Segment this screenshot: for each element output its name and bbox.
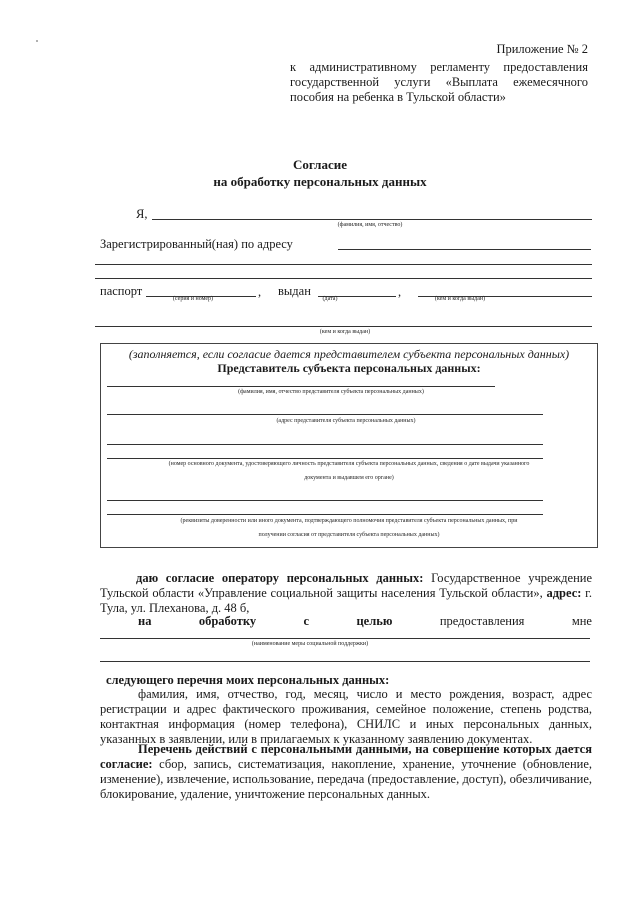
operator-paragraph [100,571,592,616]
fio-line[interactable] [152,219,592,220]
issuer-full-line[interactable] [95,326,592,327]
rep-authority-line-2[interactable] [107,514,543,515]
rep-authority-caption-1: (реквизиты доверенности или иного документа, подтверждающего полномочия представителя субъекта персональных данных, при [180,518,518,524]
address-line-1[interactable] [338,249,591,250]
representative-box [100,343,598,548]
purpose-word-1: на [138,614,152,628]
rep-address-caption: (адрес представителя субъекта персональных данных) [276,418,416,424]
document-subtitle: на обработку персональных данных [213,174,427,189]
personal-data-list: фамилия, имя, отчество, год, месяц, число и место рождения, возраст, адрес регистрации и адрес фактического проживания, семейное положение, степень родства, контактная информация (номер телефона), СНИЛС и иных персональных данных, указанных в заявлении, или в прилагаемых к указанному заявлению документах. [100,687,592,746]
rep-document-line-2[interactable] [107,458,543,459]
purpose-word-6: мне [571,614,592,628]
operator-bold: даю согласие оператору персональных данных: [136,571,424,585]
rep-fio-caption: (фамилия, имя, отчество представителя субъекта персональных данных) [238,389,424,395]
purpose-line [100,614,592,629]
comma-2: , [398,285,402,299]
actions-paragraph [100,742,592,802]
issued-label: выдан [278,284,311,298]
issuer-caption: (кем и когда выдан) [434,296,486,302]
address-line-3[interactable] [95,278,592,279]
rep-authority-caption-2: получении согласия от представителя субъекта персональных данных) [258,532,440,538]
document-title: Согласие [293,157,347,172]
rep-address-line[interactable] [107,414,543,415]
rep-document-caption-1: (номер основного документа, удостоверяющего личность представителя субъекта персональных данных, сведения о дате выдачи указанного [168,461,530,467]
actions-text: сбор, запись, систематизация, накопление, хранение, уточнение (обновление, изменение), извлечение, использование, передача (предоставление, доступ), обезличивание, блокирование, удаление, уничтожение персональных данных. [100,757,593,801]
passport-series-caption: (серия и номер) [172,296,214,302]
comma-1: , [258,285,262,299]
support-measure-caption: (наименование меры социальной поддержки) [251,641,369,647]
rep-document-caption-2: документа и выдавшем его органе) [304,475,394,481]
operator-address: г. Тула, ул. Плеханова, д. 48 б, [100,586,592,615]
purpose-word-3: с [303,614,310,628]
purpose-word-5: предоставления [439,614,525,628]
i-label: Я, [136,207,148,221]
address-bold: адрес: [546,586,582,600]
appendix-label: Приложение № 2 [496,42,588,56]
rep-document-line-1[interactable] [107,444,543,445]
issuer-full-caption: (кем и когда выдан) [319,329,371,335]
operator-text: Государственное учреждение Тульской области «Управление социальной защиты населения Тульской области», [100,571,593,600]
date-caption: (дата) [322,296,338,302]
support-measure-line-2[interactable] [100,661,590,662]
purpose-word-2: обработку [198,614,257,628]
address-line-2[interactable] [95,264,592,265]
actions-bold: Перечень действий с персональными данными, на совершение которых дается согласие: [100,742,592,771]
rep-authority-line-1[interactable] [107,500,543,501]
representative-note: (заполняется, если согласие дается представителем субъекта персональных данных) [128,347,570,361]
registered-label: Зарегистрированный(ная) по адресу [100,237,293,251]
support-measure-line[interactable] [100,638,590,639]
representative-heading: Представитель субъекта персональных данных: [217,361,481,375]
purpose-word-4: целью [356,614,393,628]
fio-caption: (фамилия, имя, отчество) [337,222,403,228]
appendix-text: к административному регламенту предоставления государственной услуги «Выплата ежемесячного пособия на ребенка в Тульской области» [290,60,588,104]
rep-fio-line[interactable] [107,386,495,387]
list-heading: следующего перечня моих персональных данных: [106,673,390,687]
passport-label: паспорт [100,284,143,298]
scan-speck [36,40,38,42]
